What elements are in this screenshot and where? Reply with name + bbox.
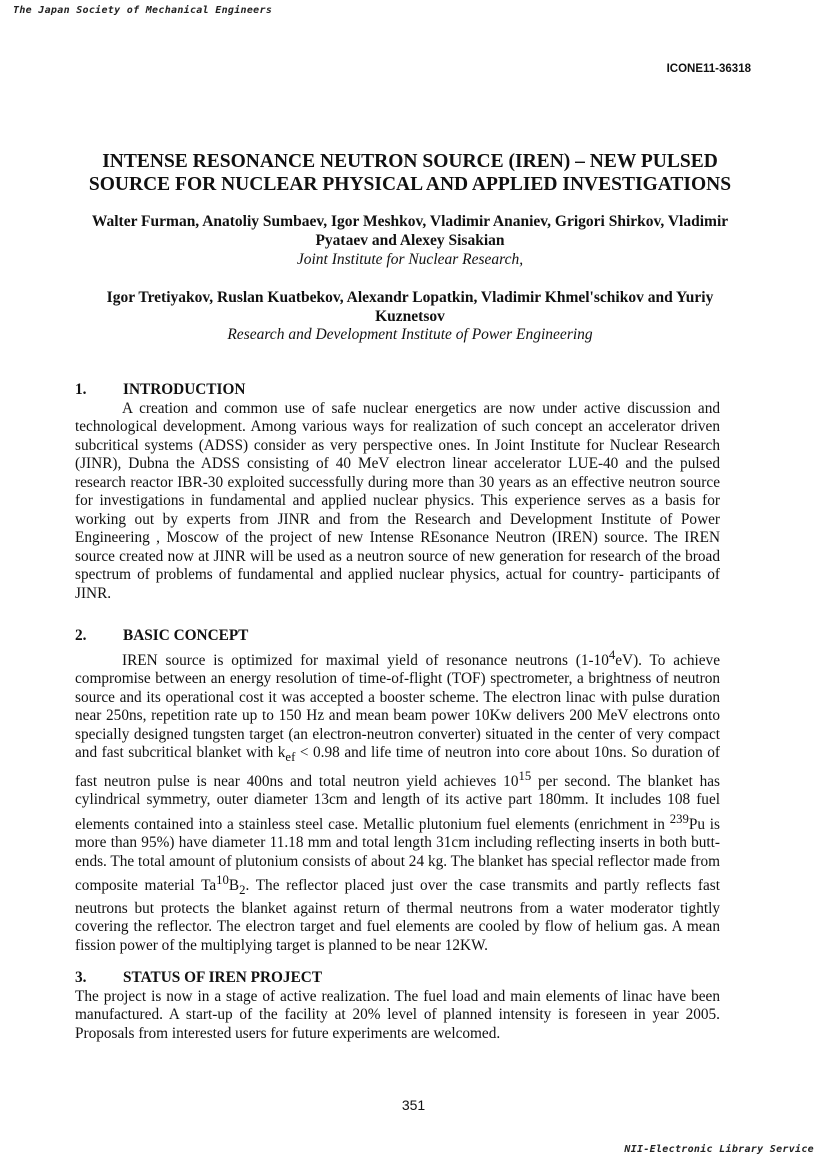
section-paragraph: A creation and common use of safe nuclear energetics are now under active discussion and technological development. Among various ways for realization of such concept an accelerator driven subcritical systems (ADSS) consider as very perspective ones. In Joint Institute for Nuclear Research (JINR), Dubna the ADSS consisting of 40 MeV electron linear accelerator LUE-40 and the pulsed research reactor IBR-30 exploited successfully during more than 30 years as an effective neutron source for investigations in fundamental and applied nuclear physics. This experience serves as a basis for working out by experts from JINR and from the Research and Development Institute of Power Engineering , Moscow of the project of new Intense REsonance Neutron (IREN) source. The IREN source created now at JINR will be used as a neutron source of new generation for research of the broad spectrum of problems of fundamental and applied nuclear physics, actual for country- participants of JINR. <box>75 399 720 602</box>
section-heading <box>75 381 720 400</box>
section-heading <box>75 627 720 646</box>
author-list-1: Walter Furman, Anatoliy Sumbaev, Igor Meshkov, Vladimir Ananiev, Grigori Shirkov, Vladimir Pyataev and Alexey Sisakian <box>91 213 729 249</box>
affiliation-2: Research and Development Institute of Power Engineering <box>227 326 593 343</box>
page-number: 351 <box>401 1097 426 1113</box>
section-status <box>75 969 720 1043</box>
section-introduction <box>75 381 720 603</box>
section-number: 3. <box>75 969 87 986</box>
section-paragraph: The project is now in a stage of active realization. The fuel load and main elements of linac have been manufactured. A start-up of the facility at 20% level of planned intensity is foreseen in year 2005. Proposals from interested users for future experiments are welcomed. <box>75 987 720 1042</box>
section-number: 2. <box>75 627 87 644</box>
society-header: The Japan Society of Mechanical Engineers <box>13 5 273 16</box>
paper-id: ICONE11-36318 <box>666 63 751 75</box>
section-heading <box>75 969 720 988</box>
section-title: STATUS OF IREN PROJECT <box>123 969 323 986</box>
section-paragraph: IREN source is optimized for maximal yield of resonance neutrons $(1-10^4eV)$. To achieve compromise between an energy resolution of time-of-flight (TOF) spectrometer, a brightness of neutron source and its operational cost it was accepted a booster scheme. The electron linac with pulse duration near 250ns, repetition rate up to 150 Hz and mean beam power 10Kw delivers 200 MeV electrons onto specially designed tungsten target (an electron-neutron converter) situated in the center of very compact and fast subcritical blanket with $k_{ef} < 0.98$ and life time of neutron into core about 10ns. So duration of fast neutron pulse is near 400ns and total neutron yield achieves $10^{15}$ per second. The blanket has cylindrical symmetry, outer diameter 13cm and length of its active part 180mm. It includes 108 fuel elements contained into a stainless steel case. Metallic plutonium fuel elements (enrichment in $^{239}$Pu is more than 95%) have diameter 11.18 mm and total length 31cm including reflecting inserts in both butt-ends. The total amount of plutonium consists of about 24 kg. The blanket has special reflector made from composite material $Ta^{10}B_2$. The reflector placed just over the case transmits and partly reflects fast neutrons but protects the blanket against return of thermal neutrons from a water moderator tightly covering the reflector. The electron target and fuel elements are cooled by flow of helium gas. A mean fission power of the multiplying target is planned to be near 12KW. <box>75 647 721 954</box>
section-title: BASIC CONCEPT <box>123 627 249 644</box>
section-basic-concept <box>75 627 720 955</box>
section-title: INTRODUCTION <box>123 381 246 398</box>
section-number: 1. <box>75 381 87 398</box>
footer-library-service: NII-Electronic Library Service <box>624 1144 814 1155</box>
affiliation-1: Joint Institute for Nuclear Research, <box>296 251 524 268</box>
paper-title: INTENSE RESONANCE NEUTRON SOURCE (IREN) – NEW PULSED SOURCE FOR NUCLEAR PHYSICAL AND APPLIED INVESTIGATIONS <box>88 151 732 195</box>
author-list-2: Igor Tretiyakov, Ruslan Kuatbekov, Alexandr Lopatkin, Vladimir Khmel'schikov and Yuriy Kuznetsov <box>106 289 714 325</box>
